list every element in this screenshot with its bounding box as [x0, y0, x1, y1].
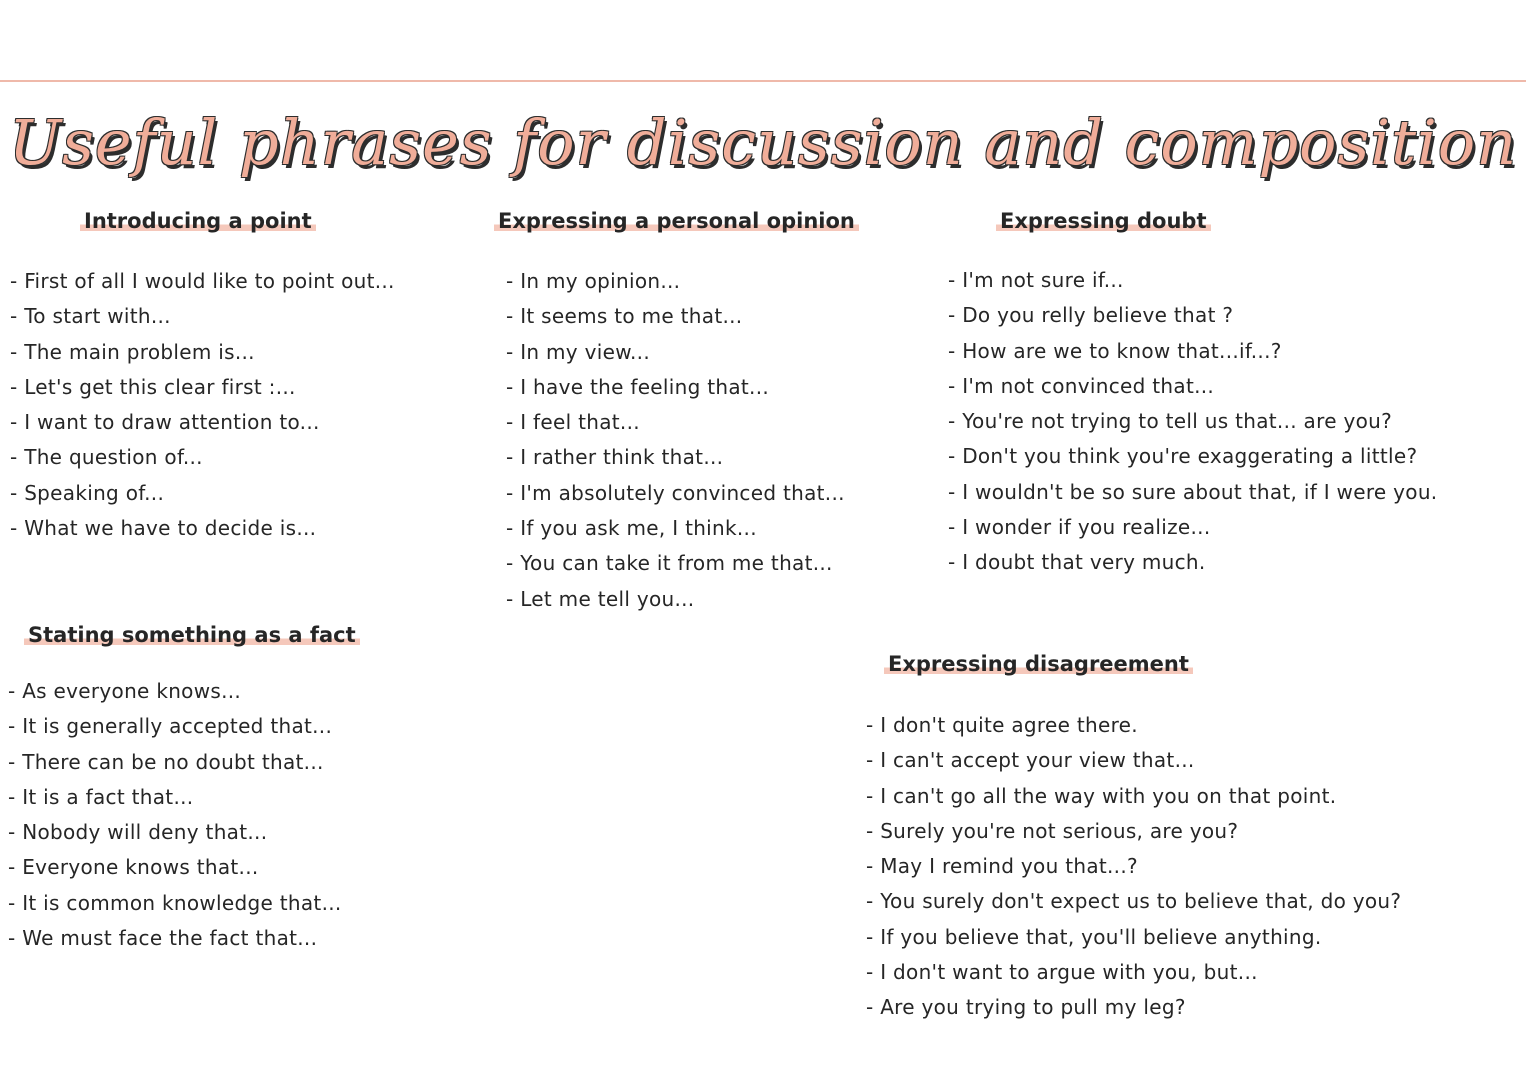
- list-item: - To start with...: [10, 299, 395, 334]
- list-item: - I don't want to argue with you, but...: [866, 955, 1401, 990]
- list-item: - It seems to me that...: [506, 299, 845, 334]
- list-expressing-doubt: [948, 263, 1437, 581]
- list-item: - Let me tell you...: [506, 582, 845, 617]
- list-item: - You can take it from me that...: [506, 546, 845, 581]
- list-item: - In my opinion...: [506, 264, 845, 299]
- list-item: - You're not trying to tell us that... are you?: [948, 404, 1437, 439]
- list-item: - The question of...: [10, 440, 395, 475]
- heading-expressing-disagreement: Expressing disagreement: [884, 650, 1193, 678]
- list-item: - If you believe that, you'll believe anything.: [866, 920, 1401, 955]
- list-expressing-personal-opinion: [506, 264, 845, 617]
- list-expressing-disagreement: [866, 708, 1401, 1026]
- list-item: - Everyone knows that...: [8, 850, 342, 885]
- list-item: - We must face the fact that...: [8, 921, 342, 956]
- list-stating-fact: [8, 674, 342, 956]
- list-item: - What we have to decide is...: [10, 511, 395, 546]
- list-item: - I rather think that...: [506, 440, 845, 475]
- list-item: - Let's get this clear first :...: [10, 370, 395, 405]
- list-item: - I have the feeling that...: [506, 370, 845, 405]
- list-item: - I'm absolutely convinced that...: [506, 476, 845, 511]
- list-item: - The main problem is...: [10, 335, 395, 370]
- list-item: - If you ask me, I think...: [506, 511, 845, 546]
- heading-expressing-doubt: Expressing doubt: [996, 207, 1211, 235]
- list-item: - Do you relly believe that ?: [948, 298, 1437, 333]
- list-item: - You surely don't expect us to believe that, do you?: [866, 884, 1401, 919]
- list-item: - It is a fact that...: [8, 780, 342, 815]
- list-item: - I can't go all the way with you on that point.: [866, 779, 1401, 814]
- list-item: - I'm not sure if...: [948, 263, 1437, 298]
- heading-introducing-a-point: Introducing a point: [80, 207, 316, 235]
- list-item: - I want to draw attention to...: [10, 405, 395, 440]
- list-item: - There can be no doubt that...: [8, 745, 342, 780]
- list-item: - Are you trying to pull my leg?: [866, 990, 1401, 1025]
- list-item: - Speaking of...: [10, 476, 395, 511]
- page-title: Useful phrases for discussion and composition: [8, 106, 1518, 179]
- list-item: - How are we to know that...if...?: [948, 334, 1437, 369]
- heading-expressing-personal-opinion: Expressing a personal opinion: [494, 207, 859, 235]
- list-item: - I wonder if you realize...: [948, 510, 1437, 545]
- list-item: - I feel that...: [506, 405, 845, 440]
- list-item: - In my view...: [506, 335, 845, 370]
- list-introducing-a-point: [10, 264, 395, 546]
- heading-stating-fact: Stating something as a fact: [24, 621, 360, 649]
- list-item: - Surely you're not serious, are you?: [866, 814, 1401, 849]
- list-item: - It is generally accepted that...: [8, 709, 342, 744]
- list-item: - As everyone knows...: [8, 674, 342, 709]
- list-item: - I wouldn't be so sure about that, if I were you.: [948, 475, 1437, 510]
- list-item: - I can't accept your view that...: [866, 743, 1401, 778]
- top-divider: [0, 80, 1526, 82]
- list-item: - Nobody will deny that...: [8, 815, 342, 850]
- list-item: - May I remind you that...?: [866, 849, 1401, 884]
- list-item: - I doubt that very much.: [948, 545, 1437, 580]
- list-item: - I'm not convinced that...: [948, 369, 1437, 404]
- list-item: - I don't quite agree there.: [866, 708, 1401, 743]
- list-item: - It is common knowledge that...: [8, 886, 342, 921]
- list-item: - Don't you think you're exaggerating a little?: [948, 439, 1437, 474]
- list-item: - First of all I would like to point out...: [10, 264, 395, 299]
